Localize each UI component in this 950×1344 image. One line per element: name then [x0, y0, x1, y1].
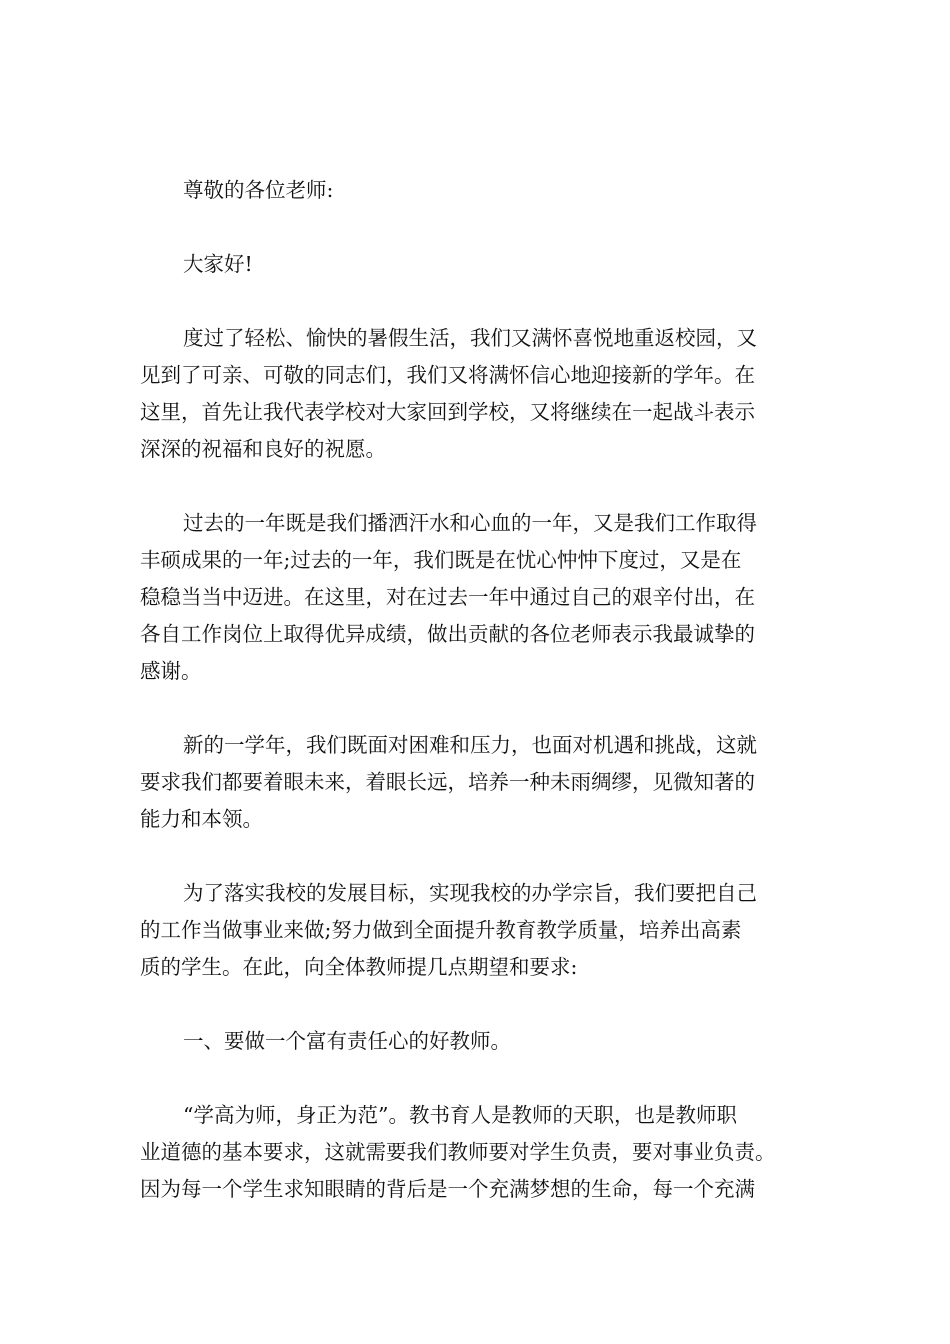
paragraph-line: 深深的祝福和良好的祝愿。	[140, 437, 386, 461]
paragraph-line: 丰硕成果的一年;过去的一年，我们既是在忧心忡忡下度过，又是在	[140, 548, 742, 572]
paragraph-line: “学高为师，身正为范”。教书育人是教师的天职，也是教师职	[183, 1103, 737, 1127]
paragraph-line: 质的学生。在此，向全体教师提几点期望和要求:	[140, 955, 578, 979]
paragraph-3	[140, 727, 830, 838]
paragraph-line: 各自工作岗位上取得优异成绩，做出贡献的各位老师表示我最诚挚的	[140, 622, 755, 646]
paragraph-line: 为了落实我校的发展目标，实现我校的办学宗旨，我们要把自己	[183, 881, 757, 905]
paragraph-line: 这里，首先让我代表学校对大家回到学校，又将继续在一起战斗表示	[140, 400, 755, 424]
document-body	[140, 172, 830, 1208]
salutation	[140, 172, 830, 209]
paragraph-line: 见到了可亲、可敬的同志们，我们又将满怀信心地迎接新的学年。在	[140, 363, 755, 387]
paragraph-line: 业道德的基本要求，这就需要我们教师要对学生负责，要对事业负责。	[140, 1140, 776, 1164]
paragraph-line: 过去的一年既是我们播洒汗水和心血的一年，又是我们工作取得	[183, 511, 757, 535]
greeting-text: 大家好!	[183, 252, 253, 276]
paragraph-line: 稳稳当当中迈进。在这里，对在过去一年中通过自己的艰辛付出，在	[140, 585, 755, 609]
greeting	[140, 246, 830, 283]
paragraph-line: 新的一学年，我们既面对困难和压力，也面对机遇和挑战，这就	[183, 733, 757, 757]
salutation-text: 尊敬的各位老师:	[183, 178, 334, 202]
paragraph-1	[140, 320, 830, 468]
paragraph-4	[140, 875, 830, 986]
paragraph-5	[140, 1097, 830, 1208]
section-heading-1	[140, 1023, 830, 1060]
paragraph-line: 要求我们都要着眼未来，着眼长远，培养一种未雨绸缪，见微知著的	[140, 770, 755, 794]
section-heading-text: 一、要做一个富有责任心的好教师。	[183, 1029, 511, 1053]
paragraph-line: 度过了轻松、愉快的暑假生活，我们又满怀喜悦地重返校园，又	[183, 326, 757, 350]
paragraph-line: 能力和本领。	[140, 807, 263, 831]
paragraph-2	[140, 505, 830, 690]
paragraph-line: 的工作当做事业来做;努力做到全面提升教育教学质量，培养出高素	[140, 918, 742, 942]
paragraph-line: 感谢。	[140, 659, 202, 683]
paragraph-line: 因为每一个学生求知眼睛的背后是一个充满梦想的生命，每一个充满	[140, 1177, 755, 1201]
